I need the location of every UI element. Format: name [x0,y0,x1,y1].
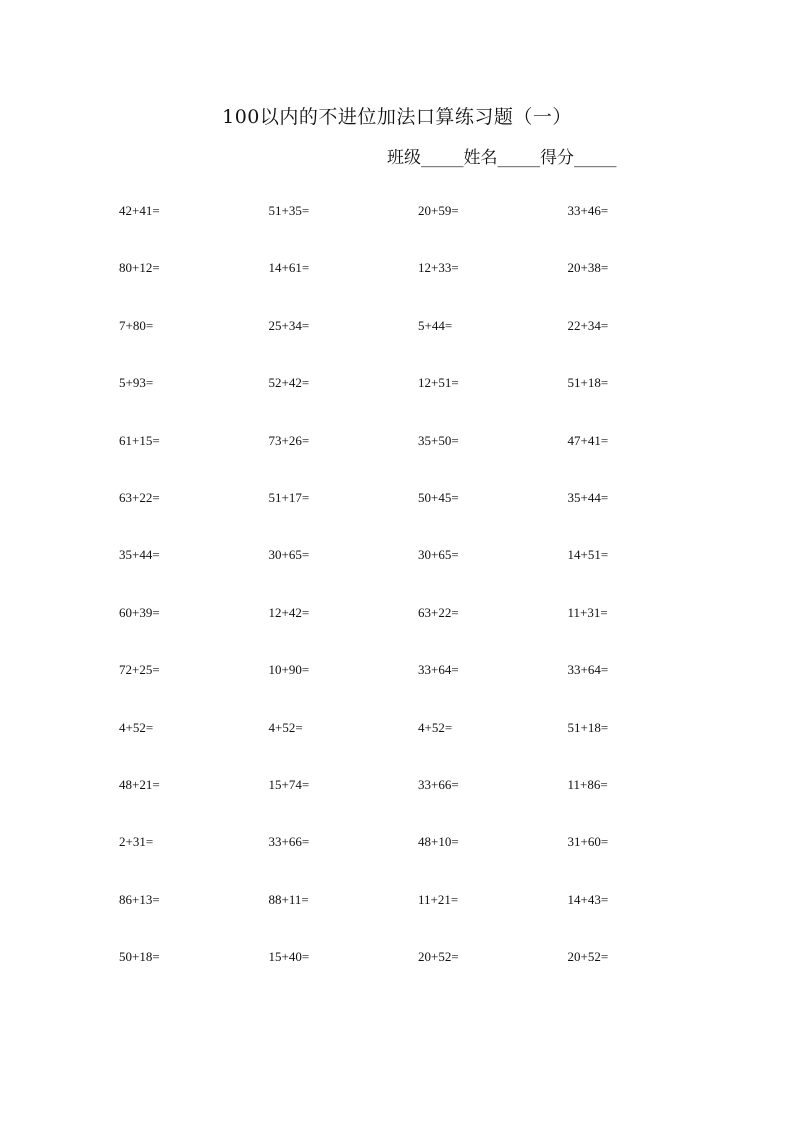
problem: 31+60= [567,834,609,850]
problem: 14+51= [567,547,609,563]
name-blank: _____ [497,148,540,168]
problem-row [119,430,719,487]
problem: 86+13= [119,891,160,907]
class-label: 班级 [387,148,421,168]
student-info-line [387,146,617,170]
problem: 60+39= [119,604,160,620]
problem: 33+64= [567,662,609,678]
problem: 72+25= [119,662,160,678]
problem: 63+22= [418,604,459,620]
problem: 35+44= [119,547,160,563]
problem: 5+93= [119,375,154,391]
problem: 25+34= [268,317,310,333]
problem-row [119,831,719,888]
problem: 11+31= [567,604,608,620]
problem-row [119,717,719,774]
problem: 4+52= [418,719,453,735]
problem: 7+80= [119,317,154,333]
problem: 12+42= [268,604,310,620]
problem: 88+11= [268,891,309,907]
problem: 15+40= [268,949,310,965]
problem: 80+12= [119,260,160,276]
problem: 50+18= [119,949,160,965]
problem: 14+43= [567,891,609,907]
problem: 20+52= [567,949,609,965]
problem-row [119,487,719,544]
problem: 12+33= [418,260,459,276]
problem-row [119,774,719,831]
problem-row [119,544,719,601]
problem: 20+59= [418,203,459,218]
problem: 51+17= [268,489,310,505]
problem-row [119,602,719,659]
problem: 30+65= [418,547,459,563]
problem: 11+86= [567,776,608,792]
problem: 20+38= [567,260,609,276]
class-blank: _____ [421,148,464,168]
problem: 30+65= [268,547,310,563]
problem: 5+44= [418,317,453,333]
name-label: 姓名 [463,148,498,168]
problem: 4+52= [268,719,303,735]
problem: 35+44= [567,489,609,505]
problem: 11+21= [418,891,459,907]
problem: 12+51= [418,375,459,391]
problem-row [119,315,719,372]
problem-row [119,659,719,716]
problem: 51+18= [567,375,609,391]
problem-row [119,372,719,429]
problem: 15+74= [268,776,310,792]
problem-grid [119,200,719,1003]
problem: 61+15= [119,432,160,448]
page-title: 100以内的不进位加法口算练习题（一） [222,106,572,128]
problem: 63+22= [119,489,160,505]
problem: 20+52= [418,949,459,965]
problem: 50+45= [418,489,459,505]
problem: 48+10= [418,834,459,850]
problem: 2+31= [119,834,154,850]
score-blank: _____ [574,148,617,168]
problem: 48+21= [119,776,160,792]
problem-row [119,889,719,946]
problem: 33+64= [418,662,459,678]
problem: 42+41= [119,203,160,218]
problem: 33+66= [268,834,310,850]
problem-row [119,200,719,257]
problem: 33+66= [418,776,459,792]
problem-row [119,946,719,1003]
problem: 73+26= [268,432,310,448]
problem: 33+46= [567,203,609,218]
problem: 10+90= [268,662,310,678]
problem: 35+50= [418,432,459,448]
problem: 47+41= [567,432,609,448]
problem: 22+34= [567,317,609,333]
problem: 51+35= [268,203,310,218]
problem: 4+52= [119,719,154,735]
problem: 51+18= [567,719,609,735]
problem-row [119,257,719,314]
problem: 14+61= [268,260,310,276]
problem: 52+42= [268,375,310,391]
score-label: 得分 [540,148,574,168]
